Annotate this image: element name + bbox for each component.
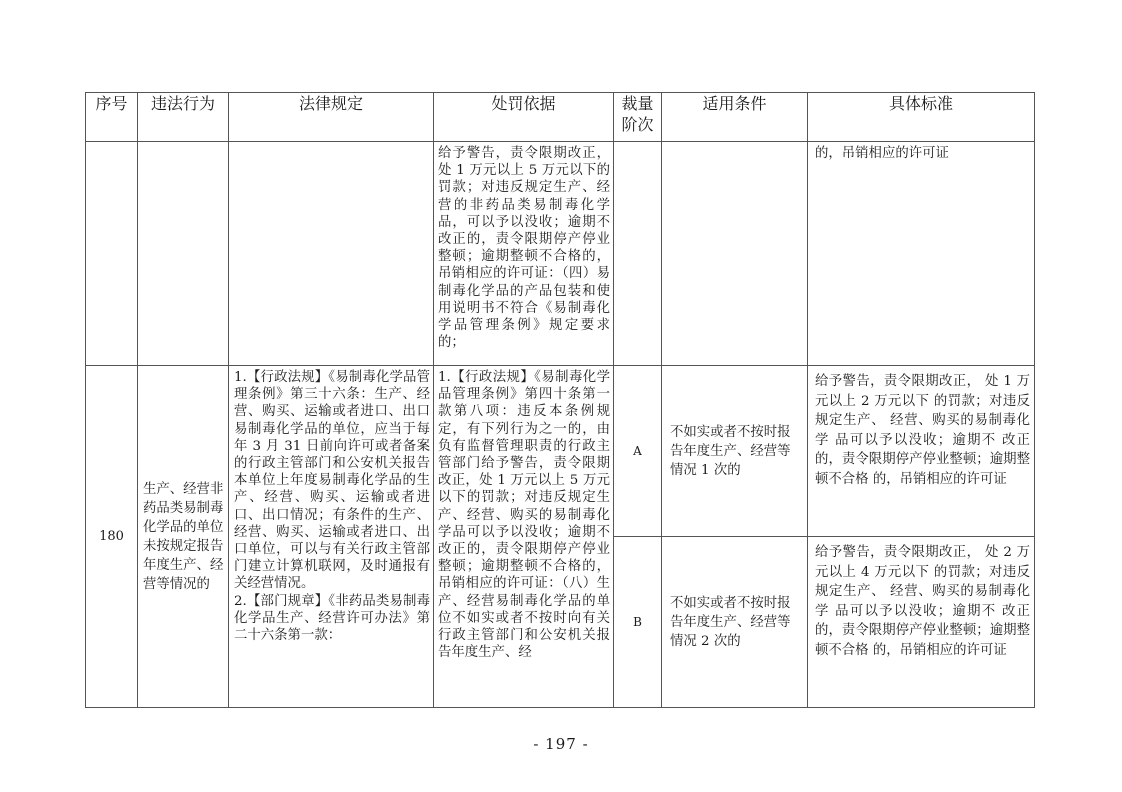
standard-b-text: 给予警告，责令限期改正， 处 2 万元以上 4 万元以下 的罚款；对违反规定生产、 经营、购买的易制毒化学 品可以予以没收；逾期不 改正的，责令限期停产停业整顿；逾期整顿不合格 的，吊销相应的许可证 xyxy=(815,545,1030,658)
page-number: - 197 - xyxy=(533,735,589,753)
row-legal-cell xyxy=(229,366,434,708)
continuation-behavior-cell xyxy=(138,142,229,366)
header-seq: 序号 xyxy=(86,93,138,142)
standard-b-cell xyxy=(808,537,1035,708)
continuation-row xyxy=(86,142,1035,366)
header-behavior: 违法行为 xyxy=(138,93,229,142)
row-legal-text: 1.【行政法规】《易制毒化学品管理条例》第三十六条：生产、经营、购买、运输或者进口、出口易制毒化学品的单位，应当于每年 3 月 31 日前向许可或者备案的行政主管部门和公安机关报告本单位上年度易制毒化学品的生产、经营、购买、运输或者进口、出口情况；有条件的生产、经营、购买、运输或者进口、出口单位，可以与有关行政主管部门建立计算机联网，及时通报有关经营情况。 2.【部门规章】《非药品类易制毒化学品生产、经营许可办法》第二十六条第一款： xyxy=(234,370,430,644)
condition-a-cell xyxy=(662,366,808,537)
condition-a-text: 不如实或者不按时报告年度生产、经营等情况 1 次的 xyxy=(670,424,791,478)
header-basis: 处罚依据 xyxy=(434,93,614,142)
standard-a-text: 给予警告，责令限期改正， 处 1 万元以上 2 万元以下 的罚款；对违反规定生产、 经营、购买的易制毒化学 品可以予以没收；逾期不 改正的，责令限期停产停业整顿；逾期整顿不合格 的，吊销相应的许可证 xyxy=(815,374,1030,487)
continuation-standard-text: 的，吊销相应的许可证 xyxy=(815,146,949,161)
standard-a-cell xyxy=(808,366,1035,537)
penalty-standards-table xyxy=(85,92,1035,708)
header-legal: 法律规定 xyxy=(229,93,434,142)
row-behavior-cell xyxy=(138,366,229,708)
row-basis-text: 1.【行政法规】《易制毒化学品管理条例》第四十条第一款第八项：违反本条例规定，有下列行为之一的，由负有监督管理职责的行政主管部门给予警告，责令限期改正，处 1 万元以上 5 万元以下的罚款；对违反规定生产、经营、购买的易制毒化学品可以予以没收；逾期不改正的，责令限期停产停业整顿；逾期整顿不合格的，吊销相应的许可证：（八）生产、经营易制毒化学品的单位不如实或者不按时向有关行政主管部门和公安机关报告年度生产、经 xyxy=(438,370,610,661)
continuation-condition-cell xyxy=(662,142,808,366)
row-behavior-text: 生产、经营非药品类易制毒化学品的单位未按规定报告年度生产、经营等情况的 xyxy=(143,481,224,592)
continuation-basis-cell xyxy=(434,142,614,366)
table-row-level-a xyxy=(86,366,1035,537)
header-row xyxy=(86,93,1035,142)
row-seq: 180 xyxy=(86,366,138,708)
continuation-legal-cell xyxy=(229,142,434,366)
condition-b-cell xyxy=(662,537,808,708)
row-basis-cell xyxy=(434,366,614,708)
header-standard: 具体标准 xyxy=(808,93,1035,142)
level-b: B xyxy=(614,537,662,708)
continuation-standard-cell xyxy=(808,142,1035,366)
continuation-basis-text: 给予警告，责令限期改正，处 1 万元以上 5 万元以下的罚款；对违反规定生产、经营的非药品类易制毒化学品，可以予以没收；逾期不改正的，责令限期停产停业整顿；逾期整顿不合格的，吊销相应的许可证：（四）易制毒化学品的产品包装和使用说明书不符合《易制毒化学品管理条例》规定要求的； xyxy=(438,146,610,351)
condition-b-text: 不如实或者不按时报告年度生产、经营等情况 2 次的 xyxy=(670,595,791,649)
continuation-level-cell xyxy=(614,142,662,366)
continuation-seq-cell xyxy=(86,142,138,366)
header-condition: 适用条件 xyxy=(662,93,808,142)
header-level: 裁量 阶次 xyxy=(614,93,662,142)
level-a: A xyxy=(614,366,662,537)
